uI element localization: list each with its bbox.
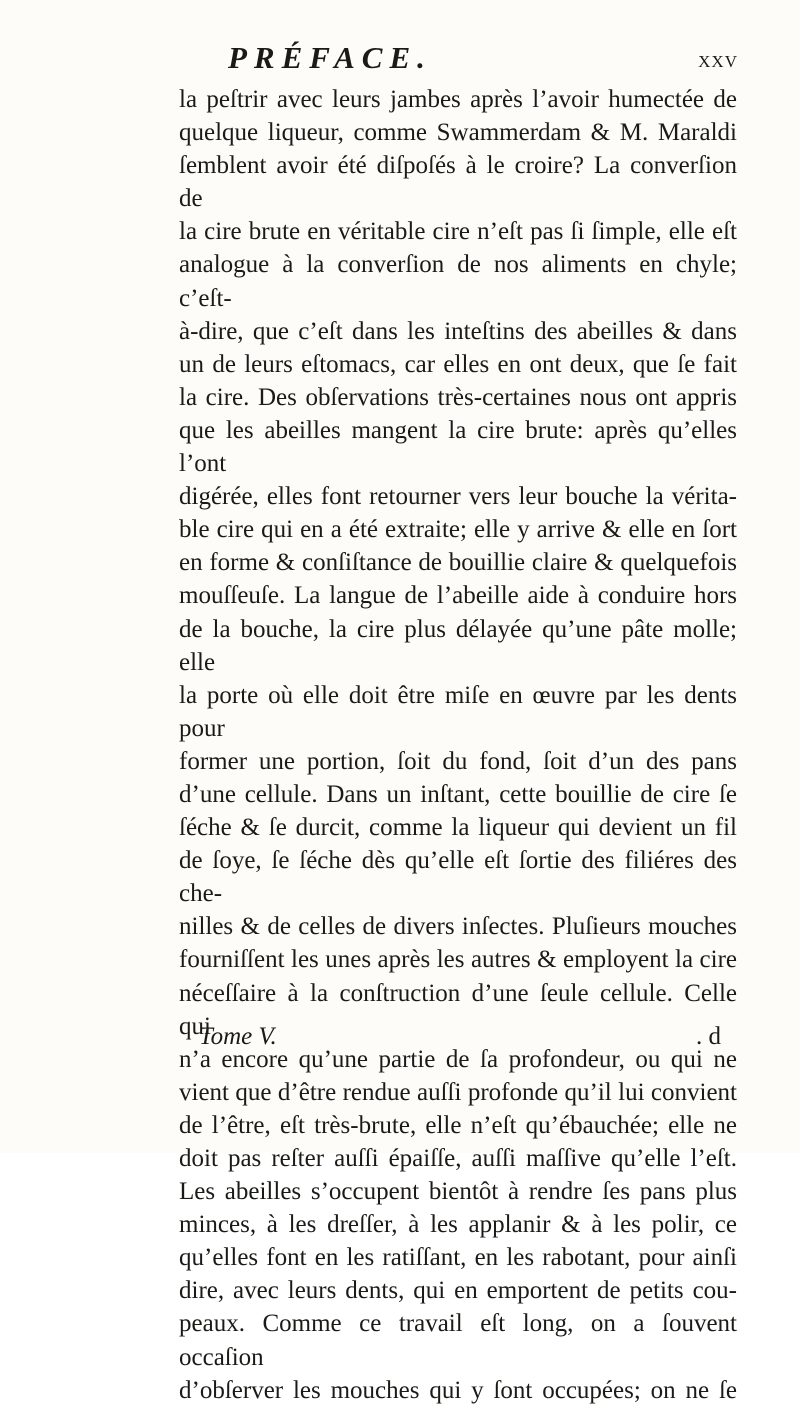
running-title: PRÉFACE. — [228, 40, 432, 75]
running-head — [228, 38, 738, 78]
signature-mark: . d — [696, 1023, 721, 1050]
page-number: xxv — [698, 47, 738, 73]
body-text: la peſtrir avec leurs jambes après l’avoir humectée de quelque liqueur, comme Swammerdam & M. Maraldi ſemblent avoir été diſpoſés à le croire? La converſion de la cire brute en véritable cire n’eſt pas ſi ſimple, elle eſt analogue à la converſion de nos aliments en chyle; c’eſt- à-dire, que c’eſt dans les inteſtins des abeilles & dans un de leurs eſtomacs, car elles en ont deux, que ſe fait la cire. Des obſervations très-certaines nous ont appris que les abeilles mangent la cire brute: après qu’elles l’ont digérée, elles font retourner vers leur bouche la vérita- ble cire qui en a été extraite; elle y arrive & elle en ſort en forme & conſiſtance de bouillie claire & quelquefois mouſſeuſe. La langue de l’abeille aide à conduire hors de la bouche, la cire plus délayée qu’une pâte molle; elle la porte où elle doit être miſe en œuvre par les dents pour former une portion, ſoit du fond, ſoit d’un des pans d’une cellule. Dans un inſtant, cette bouillie de cire ſe ſéche & ſe durcit, comme la liqueur qui devient un fil de ſoye, ſe ſéche dès qu’elle eſt ſortie des filiéres des che- nilles & de celles de divers inſectes. Pluſieurs mouches fourniſſent les unes après les autres & employent la cire néceſſaire à la conſtruction d’une ſeule cellule. Celle qui n’a encore qu’une partie de ſa profondeur, ou qui ne vient que d’être rendue auſſi profonde qu’il lui convient de l’être, eſt très-brute, elle n’eſt qu’ébauchée; elle ne doit pas reſter auſſi épaiſſe, auſſi maſſive qu’elle l’eſt. Les abeilles s’occupent bientôt à rendre ſes pans plus minces, à les dreſſer, à les applanir & à les polir, ce qu’elles font en les ratiſſant, en les rabotant, pour ainſi dire, avec leurs dents, qui en emportent de petits cou- peaux. Comme ce travail eſt long, on a ſouvent occaſion d’obſerver les mouches qui y ſont occupées; on ne ſe — [179, 86, 737, 1404]
page-footer — [199, 1020, 721, 1054]
volume-label: Tome V. — [199, 1023, 277, 1050]
